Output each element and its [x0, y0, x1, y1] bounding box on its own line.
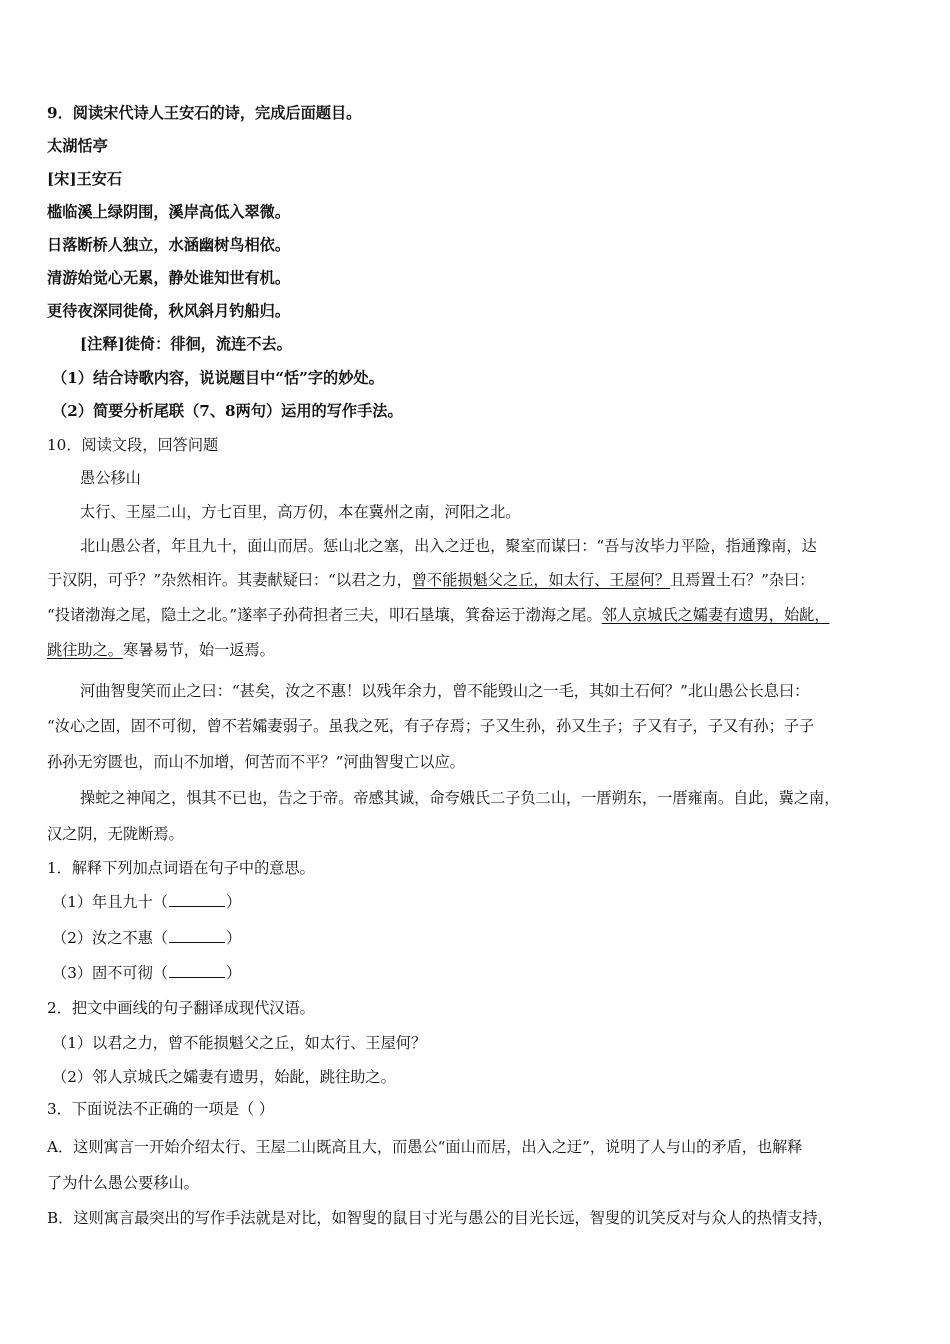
text-segment: 且焉置土石？”杂曰： [670, 571, 815, 589]
passage-line [47, 570, 907, 590]
answer-blank[interactable] [169, 963, 225, 978]
text-segment: “投诸渤海之尾，隐土之北。”遂率子孙荷担者三夫，叩石垦壤，箕畚运于渤海之尾。 [47, 606, 602, 624]
poem-line: 更待夜深同徙倚，秋风斜月钓船归。 [47, 302, 290, 320]
q9-question: （1）结合诗歌内容，说说题目中“恬”字的妙处。 [52, 369, 384, 387]
answer-blank[interactable] [169, 928, 225, 943]
passage-title: 愚公移山 [80, 469, 141, 487]
underlined-sentence: 邻人京城氏之孀妻有遗男，始龀， [601, 606, 830, 624]
poem-line: 槛临溪上绿阴围，溪岸高低入翠微。 [47, 203, 290, 221]
option-b: B．这则寓言最突出的写作手法就是对比，如智叟的鼠目寸光与愚公的目光长远，智叟的讥笑反对与众人的热情支持， [47, 1209, 833, 1227]
underlined-sentence: 曾不能损魁父之丘，如太行、王屋何？ [411, 571, 671, 589]
passage-line: 操蛇之神闻之，惧其不已也，告之于帝。帝感其诚，命夸娥氏二子负二山，一厝朔东，一厝雍南。自此，冀之南， [80, 789, 840, 807]
poem-author: [宋]王安石 [47, 170, 123, 188]
translation-item: （2）邻人京城氏之孀妻有遗男，始龀，跳往助之。 [52, 1068, 396, 1086]
fill-blank-item: （2）汝之不惠（ ） [52, 929, 242, 947]
translation-item: （1）以君之力，曾不能损魁父之丘，如太行、王屋何？ [52, 1034, 427, 1052]
passage-line: “汝心之固，固不可彻，曾不若孀妻弱子。虽我之死，有子存焉；子又生孙，孙又生子；子又有子，子又有孙；子子 [47, 717, 815, 735]
passage-line [47, 605, 907, 625]
sub-question-heading: 3．下面说法不正确的一项是（ ） [47, 1100, 275, 1118]
underlined-sentence: 跳往助之。 [47, 641, 123, 659]
q10-heading: 10．阅读文段，回答问题 [47, 436, 219, 454]
poem-title: 太湖恬亭 [47, 137, 108, 155]
poem-line: 日落断桥人独立，水涵幽树鸟相依。 [47, 236, 290, 254]
text-segment: 寒暑易节，始一返焉。 [122, 641, 275, 659]
passage-line [47, 640, 907, 660]
poem-note: [注释]徙倚：徘徊，流连不去。 [80, 335, 292, 353]
fill-blank-item: （3）固不可彻（ ） [52, 964, 242, 982]
passage-paragraph: 太行、王屋二山，方七百里，高万仞，本在冀州之南，河阳之北。 [80, 503, 521, 521]
option-a-continued: 了为什么愚公要移山。 [47, 1174, 199, 1192]
passage-line: 北山愚公者，年且九十，面山而居。惩山北之塞，出入之迂也，聚室而谋曰：“吾与汝毕力平险，指通豫南，达 [80, 537, 817, 555]
sub-question-heading: 2．把文中画线的句子翻译成现代汉语。 [47, 999, 315, 1017]
passage-line: 河曲智叟笑而止之曰：“甚矣，汝之不惠！以残年余力，曾不能毁山之一毛，其如土石何？”北山愚公长息曰： [80, 682, 810, 700]
text-segment: 于汉阴，可乎？”杂然相许。其妻献疑曰：“以君之力， [47, 571, 412, 589]
passage-line: 孙孙无穷匮也，而山不加增，何苦而不平？”河曲智叟亡以应。 [47, 753, 465, 771]
answer-blank[interactable] [169, 892, 225, 907]
poem-line: 清游始觉心无累，静处谁知世有机。 [47, 269, 290, 287]
q9-question: （2）简要分析尾联（7、8两句）运用的写作手法。 [52, 402, 403, 420]
option-a: A．这则寓言一开始介绍太行、王屋二山既高且大，而愚公“面山而居，出入之迂”，说明了人与山的矛盾，也解释 [47, 1138, 803, 1156]
passage-line: 汉之阴，无陇断焉。 [47, 825, 184, 843]
fill-blank-item: （1）年且九十（ ） [52, 893, 242, 911]
q9-heading: 9．阅读宋代诗人王安石的诗，完成后面题目。 [47, 104, 362, 122]
sub-question-heading: 1．解释下列加点词语在句子中的意思。 [47, 859, 315, 877]
